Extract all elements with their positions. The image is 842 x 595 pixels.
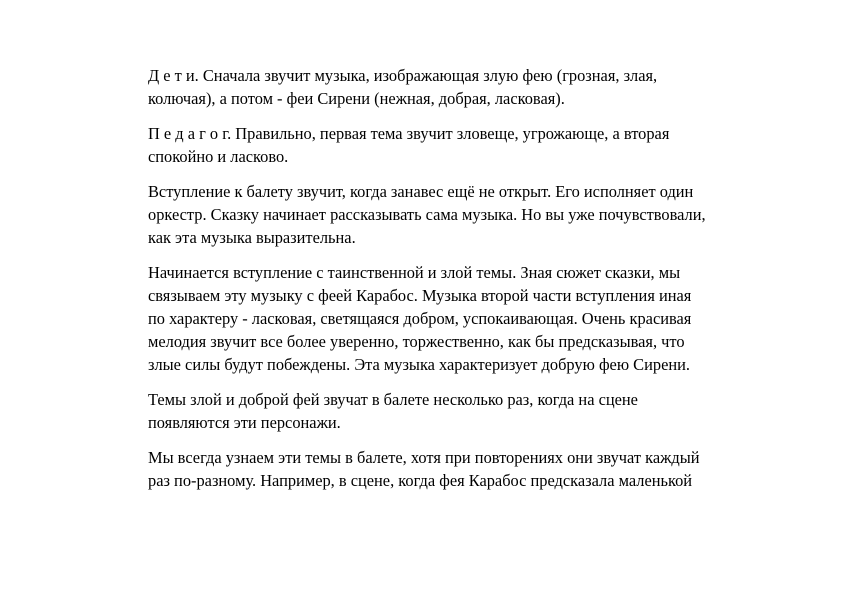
text-line: Д е т и. Сначала звучит музыка, изображающая злую фею (грозная, злая,	[148, 66, 658, 85]
text-line: Мы всегда узнаем эти темы в балете, хотя при повторениях они звучат каждый	[148, 448, 700, 467]
paragraph-themes-repeat	[148, 388, 768, 434]
text-line: спокойно и ласково.	[148, 147, 289, 166]
text-line: П е д а г о г. Правильно, первая тема звучит зловеще, угрожающе, а вторая	[148, 124, 670, 143]
text-line: колючая), а потом - феи Сирени (нежная, добрая, ласковая).	[148, 89, 565, 108]
paragraph-teacher-reply	[148, 122, 768, 168]
text-line: Начинается вступление с таинственной и злой темы. Зная сюжет сказки, мы	[148, 263, 681, 282]
paragraph-children-answer	[148, 64, 768, 110]
text-line: злые силы будут побеждены. Эта музыка характеризует добрую фею Сирени.	[148, 355, 690, 374]
text-line: раз по-разному. Например, в сцене, когда фея Карабос предсказала маленькой	[148, 471, 693, 490]
text-line: оркестр. Сказку начинает рассказывать сама музыка. Но вы уже почувствовали,	[148, 205, 706, 224]
text-line: Темы злой и доброй фей звучат в балете несколько раз, когда на сцене	[148, 390, 638, 409]
text-line: связываем эту музыку с феей Карабос. Музыка второй части вступления иная	[148, 286, 692, 305]
text-line: мелодия звучит все более уверенно, торжественно, как бы предсказывая, что	[148, 332, 685, 351]
paragraph-ballet-introduction	[148, 180, 768, 249]
text-line: по характеру - ласковая, светящаяся добром, успокаивающая. Очень красивая	[148, 309, 692, 328]
document-text	[148, 64, 768, 504]
text-line: Вступление к балету звучит, когда занавес ещё не открыт. Его исполняет один	[148, 182, 694, 201]
paragraph-themes-variations	[148, 446, 768, 492]
paragraph-themes-description	[148, 261, 768, 376]
text-line: как эта музыка выразительна.	[148, 228, 356, 247]
text-line: появляются эти персонажи.	[148, 413, 341, 432]
